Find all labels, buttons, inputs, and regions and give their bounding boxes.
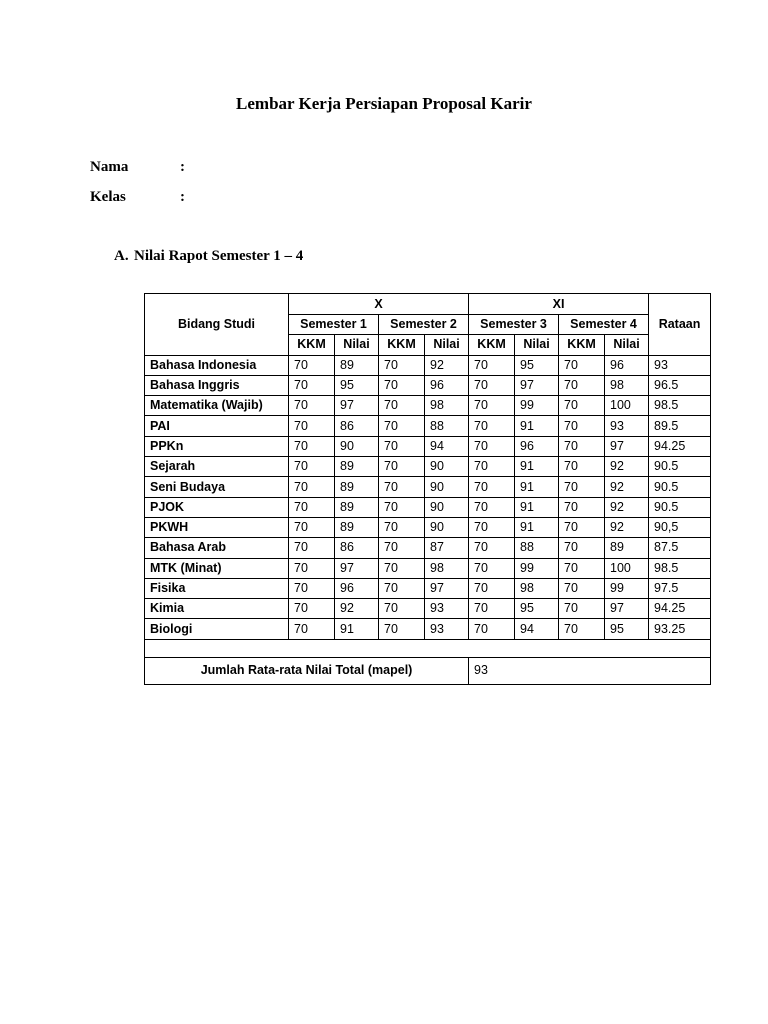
s2-kkm-cell: 70 [379,538,425,558]
s2-nilai-cell: 93 [425,599,469,619]
s3-kkm-cell: 70 [469,375,515,395]
subject-cell: Matematika (Wajib) [145,396,289,416]
subject-cell: MTK (Minat) [145,558,289,578]
s1-nilai-cell: 89 [335,457,379,477]
s1-nilai-cell: 97 [335,558,379,578]
s3-kkm-cell: 70 [469,355,515,375]
s3-nilai-cell: 98 [515,578,559,598]
s1-nilai-cell: 89 [335,355,379,375]
document-title: Lembar Kerja Persiapan Proposal Karir [236,94,532,113]
s3-nilai-cell: 91 [515,497,559,517]
nama-field [90,159,185,176]
header-nilai: Nilai [335,335,379,355]
s4-kkm-cell: 70 [559,355,605,375]
total-row [145,657,711,684]
s2-nilai-cell: 98 [425,396,469,416]
s4-nilai-cell: 97 [605,599,649,619]
header-kkm: KKM [289,335,335,355]
s3-nilai-cell: 99 [515,396,559,416]
s3-nilai-cell: 95 [515,355,559,375]
subject-cell: PAI [145,416,289,436]
s3-nilai-cell: 91 [515,477,559,497]
subject-cell: Bahasa Indonesia [145,355,289,375]
s2-nilai-cell: 96 [425,375,469,395]
s3-kkm-cell: 70 [469,477,515,497]
s3-nilai-cell: 91 [515,457,559,477]
header-rataan: Rataan [649,294,711,356]
s1-kkm-cell: 70 [289,599,335,619]
s2-kkm-cell: 70 [379,477,425,497]
kelas-separator: : [180,189,185,205]
s4-nilai-cell: 93 [605,416,649,436]
kelas-label: Kelas [90,189,126,205]
section-heading [114,248,303,265]
subject-cell: Bahasa Inggris [145,375,289,395]
header-nilai: Nilai [425,335,469,355]
table-row [145,558,711,578]
s4-kkm-cell: 70 [559,497,605,517]
s2-nilai-cell: 90 [425,517,469,537]
s3-kkm-cell: 70 [469,416,515,436]
kelas-field [90,189,185,206]
s4-kkm-cell: 70 [559,578,605,598]
s4-kkm-cell: 70 [559,619,605,639]
s1-nilai-cell: 97 [335,396,379,416]
s2-kkm-cell: 70 [379,558,425,578]
s4-kkm-cell: 70 [559,457,605,477]
s2-nilai-cell: 93 [425,619,469,639]
s2-kkm-cell: 70 [379,497,425,517]
s1-kkm-cell: 70 [289,436,335,456]
s4-nilai-cell: 92 [605,497,649,517]
subject-cell: Bahasa Arab [145,538,289,558]
s3-kkm-cell: 70 [469,497,515,517]
s4-kkm-cell: 70 [559,375,605,395]
s2-nilai-cell: 94 [425,436,469,456]
s1-nilai-cell: 89 [335,477,379,497]
table-row [145,619,711,639]
s2-kkm-cell: 70 [379,517,425,537]
s1-nilai-cell: 86 [335,416,379,436]
s3-nilai-cell: 99 [515,558,559,578]
s3-nilai-cell: 95 [515,599,559,619]
table-row [145,599,711,619]
s3-kkm-cell: 70 [469,457,515,477]
nama-separator: : [180,159,185,175]
blank-cell [145,639,711,657]
s2-nilai-cell: 90 [425,457,469,477]
s4-nilai-cell: 92 [605,517,649,537]
subject-cell: Seni Budaya [145,477,289,497]
s2-nilai-cell: 90 [425,477,469,497]
s1-kkm-cell: 70 [289,497,335,517]
table-row [145,416,711,436]
subject-cell: PKWH [145,517,289,537]
s2-kkm-cell: 70 [379,436,425,456]
s4-kkm-cell: 70 [559,416,605,436]
s1-kkm-cell: 70 [289,477,335,497]
s3-nilai-cell: 91 [515,416,559,436]
s4-kkm-cell: 70 [559,599,605,619]
s4-nilai-cell: 97 [605,436,649,456]
s4-nilai-cell: 96 [605,355,649,375]
s4-nilai-cell: 98 [605,375,649,395]
s3-nilai-cell: 91 [515,517,559,537]
s1-nilai-cell: 96 [335,578,379,598]
s3-nilai-cell: 97 [515,375,559,395]
total-value: 93 [469,657,711,684]
s4-nilai-cell: 92 [605,477,649,497]
s3-kkm-cell: 70 [469,538,515,558]
table-row [145,396,711,416]
s3-nilai-cell: 94 [515,619,559,639]
table-row [145,436,711,456]
header-semester-3: Semester 3 [469,315,559,335]
s3-kkm-cell: 70 [469,619,515,639]
header-subject: Bidang Studi [145,294,289,356]
rataan-cell: 93 [649,355,711,375]
s3-kkm-cell: 70 [469,599,515,619]
rataan-cell: 89.5 [649,416,711,436]
s1-kkm-cell: 70 [289,416,335,436]
header-row-grade [145,294,711,315]
s4-nilai-cell: 100 [605,396,649,416]
s1-nilai-cell: 89 [335,497,379,517]
header-grade-xi: XI [469,294,649,315]
table-row [145,578,711,598]
s3-nilai-cell: 88 [515,538,559,558]
s1-nilai-cell: 90 [335,436,379,456]
s1-kkm-cell: 70 [289,517,335,537]
s3-kkm-cell: 70 [469,396,515,416]
s1-kkm-cell: 70 [289,538,335,558]
rataan-cell: 98.5 [649,396,711,416]
subject-cell: Sejarah [145,457,289,477]
s4-nilai-cell: 92 [605,457,649,477]
table-row [145,538,711,558]
header-kkm: KKM [559,335,605,355]
s1-nilai-cell: 86 [335,538,379,558]
header-semester-4: Semester 4 [559,315,649,335]
s1-nilai-cell: 92 [335,599,379,619]
s2-kkm-cell: 70 [379,396,425,416]
s1-kkm-cell: 70 [289,457,335,477]
s4-kkm-cell: 70 [559,538,605,558]
table-row [145,457,711,477]
s2-kkm-cell: 70 [379,619,425,639]
table-row [145,517,711,537]
s1-kkm-cell: 70 [289,375,335,395]
grades-body [145,355,711,639]
rataan-cell: 90.5 [649,477,711,497]
header-nilai: Nilai [515,335,559,355]
s4-kkm-cell: 70 [559,436,605,456]
total-label: Jumlah Rata-rata Nilai Total (mapel) [145,657,469,684]
s1-nilai-cell: 95 [335,375,379,395]
s4-kkm-cell: 70 [559,477,605,497]
header-nilai: Nilai [605,335,649,355]
s2-nilai-cell: 90 [425,497,469,517]
table-row [145,477,711,497]
s1-nilai-cell: 89 [335,517,379,537]
s1-kkm-cell: 70 [289,355,335,375]
s1-kkm-cell: 70 [289,558,335,578]
subject-cell: Fisika [145,578,289,598]
rataan-cell: 94.25 [649,436,711,456]
s3-kkm-cell: 70 [469,578,515,598]
s2-kkm-cell: 70 [379,578,425,598]
subject-cell: Biologi [145,619,289,639]
s3-nilai-cell: 96 [515,436,559,456]
rataan-cell: 87.5 [649,538,711,558]
s4-nilai-cell: 89 [605,538,649,558]
section-title: Nilai Rapot Semester 1 – 4 [134,248,304,264]
rataan-cell: 90.5 [649,457,711,477]
s4-nilai-cell: 99 [605,578,649,598]
s2-nilai-cell: 87 [425,538,469,558]
header-semester-1: Semester 1 [289,315,379,335]
s1-kkm-cell: 70 [289,396,335,416]
s2-nilai-cell: 88 [425,416,469,436]
s2-nilai-cell: 98 [425,558,469,578]
rataan-cell: 90.5 [649,497,711,517]
table-row [145,355,711,375]
s2-kkm-cell: 70 [379,457,425,477]
grades-table [144,293,711,685]
rataan-cell: 97.5 [649,578,711,598]
s2-kkm-cell: 70 [379,416,425,436]
s2-kkm-cell: 70 [379,375,425,395]
rataan-cell: 96.5 [649,375,711,395]
s2-kkm-cell: 70 [379,599,425,619]
header-kkm: KKM [469,335,515,355]
s3-kkm-cell: 70 [469,436,515,456]
rataan-cell: 98.5 [649,558,711,578]
s1-kkm-cell: 70 [289,578,335,598]
rataan-cell: 90,5 [649,517,711,537]
s2-nilai-cell: 97 [425,578,469,598]
s1-nilai-cell: 91 [335,619,379,639]
s2-kkm-cell: 70 [379,355,425,375]
s3-kkm-cell: 70 [469,558,515,578]
nama-label: Nama [90,159,129,175]
s3-kkm-cell: 70 [469,517,515,537]
blank-row [145,639,711,657]
rataan-cell: 93.25 [649,619,711,639]
header-grade-x: X [289,294,469,315]
subject-cell: Kimia [145,599,289,619]
subject-cell: PPKn [145,436,289,456]
s4-nilai-cell: 95 [605,619,649,639]
header-kkm: KKM [379,335,425,355]
table-row [145,497,711,517]
rataan-cell: 94.25 [649,599,711,619]
table-row [145,375,711,395]
s1-kkm-cell: 70 [289,619,335,639]
s4-kkm-cell: 70 [559,396,605,416]
header-semester-2: Semester 2 [379,315,469,335]
s4-kkm-cell: 70 [559,558,605,578]
s4-nilai-cell: 100 [605,558,649,578]
s2-nilai-cell: 92 [425,355,469,375]
s4-kkm-cell: 70 [559,517,605,537]
subject-cell: PJOK [145,497,289,517]
section-marker: A. [114,248,129,264]
